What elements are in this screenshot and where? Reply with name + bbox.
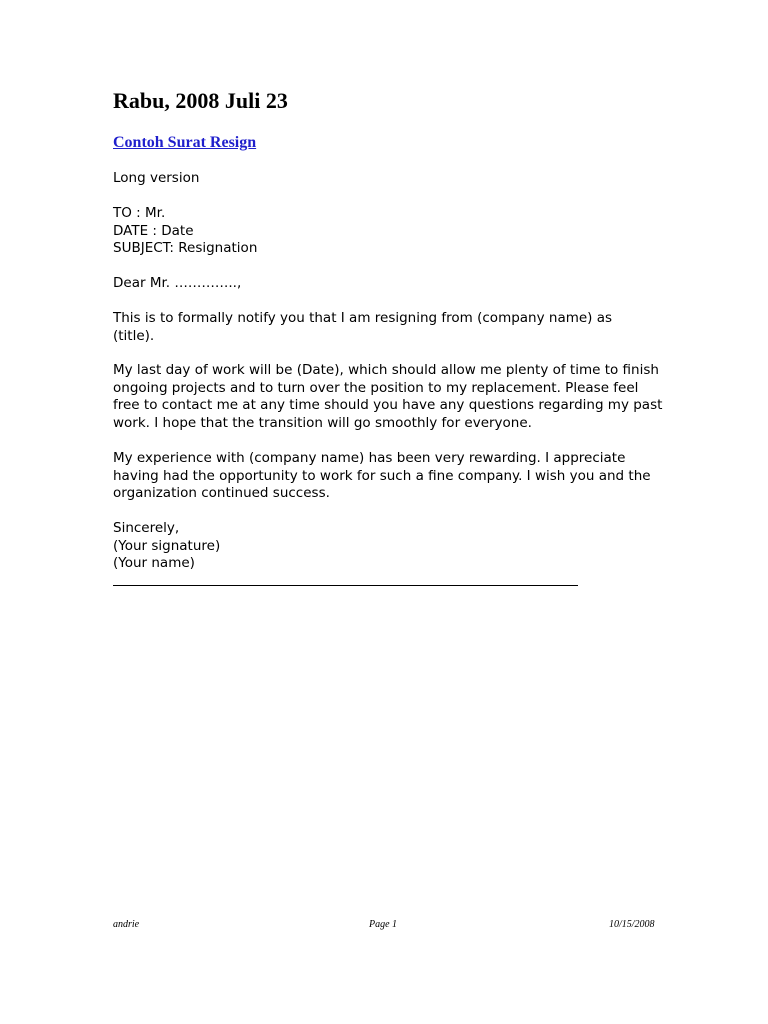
letter-paragraph-2 xyxy=(113,362,663,432)
letter-version-label xyxy=(113,170,673,188)
paragraph-2-text: My last day of work will be (Date), which should allow me plenty of time to finish ongoing projects and to turn over the position to my replacement. Please feel free to contact me at any time should you have any questions regarding my past work. I hope that the transition will go smoothly for everyone. xyxy=(113,362,663,431)
footer-page-number: Page 1 xyxy=(369,919,398,930)
letter-closing-block xyxy=(113,520,673,573)
paragraph-1-text: This is to formally notify you that I am resigning from (company name) as (title). xyxy=(113,310,613,344)
letter-paragraph-3 xyxy=(113,450,658,503)
footer-date: 10/15/2008 xyxy=(609,919,655,930)
letter-paragraph-1 xyxy=(113,310,613,345)
signature-rule xyxy=(113,585,578,586)
letter-salutation xyxy=(113,275,673,293)
post-title-link[interactable]: Contoh Surat Resign xyxy=(113,134,257,151)
name-placeholder: (Your name) xyxy=(113,555,195,571)
salutation-text: Dear Mr. ………….., xyxy=(113,275,242,291)
subject-line: SUBJECT: Resignation xyxy=(113,240,258,256)
to-line: TO : Mr. xyxy=(113,205,166,221)
letter-header-block xyxy=(113,205,673,258)
signature-placeholder: (Your signature) xyxy=(113,537,221,554)
closing-text: Sincerely, xyxy=(113,520,180,536)
version-text: Long version xyxy=(113,170,200,186)
date-line: DATE : Date xyxy=(113,222,194,239)
post-date-heading: Rabu, 2008 Juli 23 xyxy=(113,88,288,113)
paragraph-3-text: My experience with (company name) has been very rewarding. I appreciate having had the opportunity to work for such a fine company. I wish you and the organization continued success. xyxy=(113,450,651,501)
footer-author: andrie xyxy=(113,919,140,930)
